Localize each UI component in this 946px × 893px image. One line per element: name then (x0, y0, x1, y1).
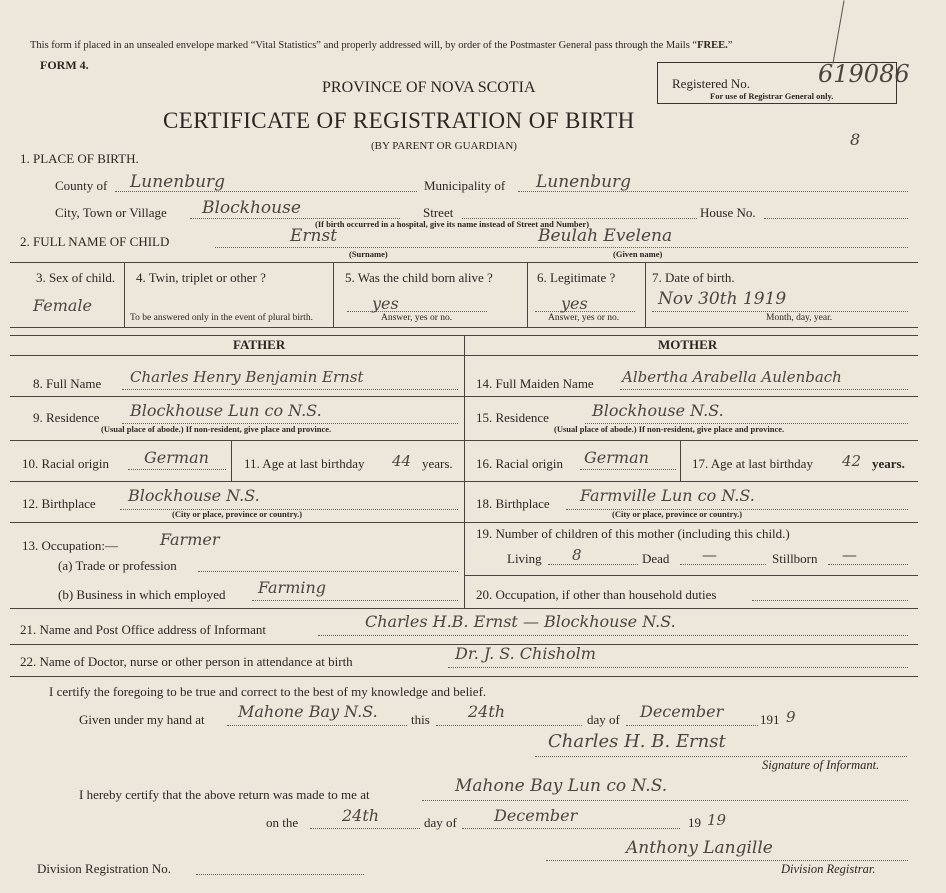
father-residence-note: (Usual place of abode.) If non-resident, give place and province. (101, 424, 332, 434)
trade-line (198, 571, 458, 572)
return-place-line (422, 800, 908, 801)
given-month-value: December (640, 702, 724, 721)
given-place-value: Mahone Bay N.S. (238, 702, 378, 721)
on-the-label: on the (266, 815, 299, 830)
county-value: Lunenburg (130, 172, 226, 192)
legitimate-value: yes (561, 294, 588, 313)
dob-value: Nov 30th 1919 (658, 289, 787, 309)
corner-mark: 8 (850, 130, 861, 149)
house-line (764, 218, 908, 219)
business-label: (b) Business in which employed (58, 587, 226, 602)
rule (464, 440, 918, 441)
registrar-line (546, 860, 908, 861)
rule (10, 440, 464, 441)
father-heading: FATHER (233, 337, 286, 352)
father-residence-value: Blockhouse Lun co N.S. (130, 401, 322, 420)
mother-birthplace-note: (City or place, province or country.) (612, 509, 743, 519)
father-occupation-value: Farmer (160, 530, 220, 549)
province-heading: PROVINCE OF NOVA SCOTIA (322, 79, 536, 96)
father-age-years: years. (422, 456, 453, 471)
this-label: this (411, 712, 430, 727)
twin-label: 4. Twin, triplet or other ? (136, 270, 266, 285)
mother-name-label: 14. Full Maiden Name (476, 376, 594, 391)
mother-age-years: years. (872, 456, 905, 471)
mother-racial-value: German (584, 448, 649, 467)
dob-note: Month, day, year. (766, 313, 833, 323)
mother-residence-value: Blockhouse N.S. (592, 401, 724, 420)
father-age-value: 44 (392, 452, 412, 470)
given-year-digit: 9 (786, 708, 796, 726)
father-racial-line (128, 469, 226, 470)
doctor-value: Dr. J. S. Chisholm (455, 644, 596, 663)
rule (10, 481, 464, 482)
signature-line (535, 756, 907, 757)
given-day-value: 24th (468, 702, 506, 721)
mother-residence-label: 15. Residence (476, 410, 549, 425)
municipality-value: Lunenburg (536, 172, 632, 192)
father-name-label: 8. Full Name (33, 376, 102, 391)
return-year-prefix: 19 (688, 815, 701, 830)
rule-parents-bottom (10, 608, 918, 609)
stillborn-label: Stillborn (772, 551, 818, 566)
rule-top-row (10, 262, 918, 263)
informant-label: 21. Name and Post Office address of Informant (20, 622, 266, 637)
father-age-label: 11. Age at last birthday (244, 456, 365, 471)
postal-notice: This form if placed in an unsealed envelope marked “Vital Statistics” and properly addressed will, by order of the Postmaster General pass through the Mails “FREE.” (30, 40, 733, 51)
surname-note: (Surname) (349, 249, 388, 259)
day-of-label: day of (587, 712, 620, 727)
mother-name-value: Albertha Arabella Aulenbach (622, 368, 842, 386)
registrar-caption: Division Registrar. (781, 862, 876, 876)
child-name-line (215, 247, 908, 248)
alive-value: yes (372, 294, 399, 313)
dead-value: — (702, 546, 717, 564)
registered-label: Registered No. (672, 76, 750, 91)
division-no-label: Division Registration No. (37, 861, 171, 876)
mother-name-line (620, 389, 908, 390)
mother-age-label: 17. Age at last birthday (692, 456, 813, 471)
return-day-line (310, 828, 420, 829)
parents-divider (464, 335, 465, 608)
return-month-value: December (494, 806, 578, 825)
rule (10, 522, 918, 523)
return-text: I hereby certify that the above return was made to me at (79, 787, 370, 802)
dob-label: 7. Date of birth. (652, 270, 735, 285)
rule-parents-head (10, 355, 918, 356)
living-value: 8 (572, 546, 582, 564)
registered-number: 619086 (818, 60, 910, 88)
father-birthplace-label: 12. Birthplace (22, 496, 96, 511)
mother-birthplace-label: 18. Birthplace (476, 496, 550, 511)
divider (680, 441, 681, 481)
living-label: Living (507, 551, 542, 566)
alive-note: Answer, yes or no. (381, 313, 453, 323)
rule (464, 575, 918, 576)
return-year-suffix: 19 (707, 811, 727, 829)
county-label: County of (55, 178, 108, 193)
child-given-value: Beulah Evelena (538, 226, 673, 246)
father-residence-label: 9. Residence (33, 410, 100, 425)
mother-racial-line (580, 469, 676, 470)
rule (464, 481, 918, 482)
doctor-line (448, 667, 908, 668)
return-day-of-label: day of (424, 815, 457, 830)
divider (333, 262, 334, 327)
registrar-signature: Anthony Langille (626, 838, 773, 858)
trade-label: (a) Trade or profession (58, 558, 177, 573)
rule (464, 396, 918, 397)
business-line (252, 600, 458, 601)
page-title: CERTIFICATE OF REGISTRATION OF BIRTH (163, 108, 635, 133)
mother-birthplace-value: Farmville Lun co N.S. (580, 486, 755, 505)
alive-line (347, 311, 487, 312)
rule (10, 676, 918, 677)
stillborn-line (828, 564, 908, 565)
informant-line (318, 635, 908, 636)
form-number: FORM 4. (40, 58, 89, 72)
mother-residence-note: (Usual place of abode.) If non-resident, give place and province. (554, 424, 785, 434)
place-of-birth-heading: 1. PLACE OF BIRTH. (20, 151, 139, 166)
given-month-line (626, 725, 758, 726)
division-no-line (196, 874, 364, 875)
alive-label: 5. Was the child born alive ? (345, 270, 493, 285)
hospital-note: (If birth occurred in a hospital, give its name instead of Street and Number) (315, 219, 590, 229)
certify-text: I certify the foregoing to be true and correct to the best of my knowledge and belief. (49, 684, 487, 699)
divider (645, 262, 646, 327)
page-subtitle: (BY PARENT OR GUARDIAN) (371, 140, 517, 152)
father-birthplace-note: (City or place, province or country.) (172, 509, 303, 519)
child-name-label: 2. FULL NAME OF CHILD (20, 234, 170, 249)
signature-caption: Signature of Informant. (762, 758, 880, 772)
father-racial-label: 10. Racial origin (22, 456, 110, 471)
mother-racial-label: 16. Racial origin (476, 456, 564, 471)
dob-line (652, 311, 908, 312)
mother-occupation-line (752, 600, 908, 601)
house-label: House No. (700, 205, 756, 220)
return-place-value: Mahone Bay Lun co N.S. (455, 776, 668, 796)
child-surname-value: Ernst (290, 226, 338, 246)
sex-label: 3. Sex of child. (36, 270, 116, 285)
father-name-line (122, 389, 458, 390)
doctor-label: 22. Name of Doctor, nurse or other person in attendance at birth (20, 654, 353, 669)
divider (527, 262, 528, 327)
business-value: Farming (258, 578, 327, 597)
given-name-note: (Given name) (613, 249, 663, 259)
children-label: 19. Number of children of this mother (including this child.) (476, 526, 790, 541)
stillborn-value: — (842, 546, 857, 564)
given-day-line (436, 725, 582, 726)
given-year-prefix: 191 (760, 712, 780, 727)
rule (10, 396, 464, 397)
father-name-value: Charles Henry Benjamin Ernst (130, 368, 364, 386)
given-place-line (227, 725, 407, 726)
father-occupation-label: 13. Occupation:— (22, 538, 119, 553)
sex-value: Female (33, 296, 92, 315)
mother-age-value: 42 (842, 452, 862, 470)
registrar-use-note: For use of Registrar General only. (710, 91, 834, 101)
father-racial-value: German (144, 448, 209, 467)
rule-bottom-row (10, 327, 918, 328)
informant-signature: Charles H. B. Ernst (548, 731, 726, 752)
mother-occupation-label: 20. Occupation, if other than household duties (476, 587, 717, 602)
municipality-label: Municipality of (424, 178, 506, 193)
mother-heading: MOTHER (658, 337, 718, 352)
return-month-line (462, 828, 680, 829)
informant-value: Charles H.B. Ernst — Blockhouse N.S. (365, 612, 676, 631)
living-line (548, 564, 638, 565)
twin-note: To be answered only in the event of plural birth. (130, 313, 313, 323)
street-label: Street (423, 205, 454, 220)
legitimate-note: Answer, yes or no. (548, 313, 620, 323)
city-value: Blockhouse (202, 198, 301, 218)
city-label: City, Town or Village (55, 205, 167, 220)
father-birthplace-value: Blockhouse N.S. (128, 486, 260, 505)
dead-label: Dead (642, 551, 670, 566)
pencil-stroke (832, 0, 844, 63)
return-day-value: 24th (342, 806, 380, 825)
divider (231, 441, 232, 481)
legitimate-label: 6. Legitimate ? (537, 270, 616, 285)
given-label: Given under my hand at (79, 712, 205, 727)
dead-line (680, 564, 766, 565)
divider (124, 262, 125, 327)
